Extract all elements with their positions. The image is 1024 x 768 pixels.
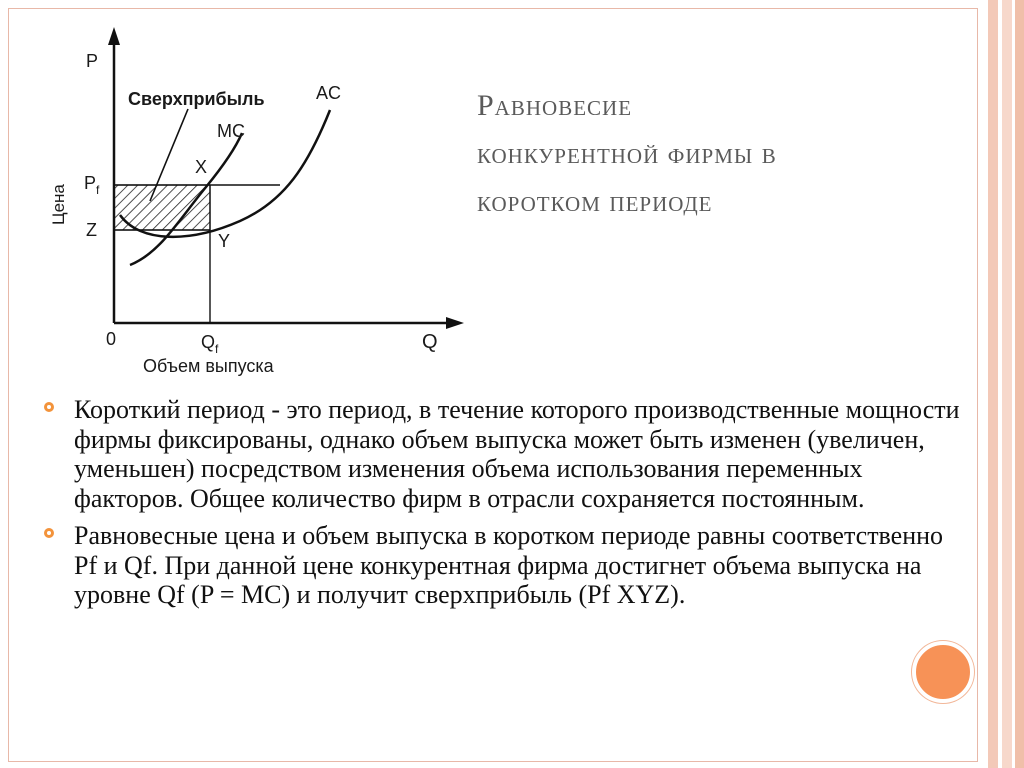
bullet-text: Короткий период - это период, в течение которого производственные мощности фирмы фиксированы, однако объем выпуска может быть изменен (увеличен, уменьшен) посредством изменения объема использования переменных факторов. Общее количество фирм в отрасли сохраняется постоянным. xyxy=(74,395,960,513)
profit-label: Сверхприбыль xyxy=(128,89,265,109)
x-axis-arrow xyxy=(446,317,464,329)
ac-label: AC xyxy=(316,83,342,103)
origin-label: 0 xyxy=(106,329,117,349)
bullet-item xyxy=(44,521,964,610)
decorative-orange-circle xyxy=(912,641,974,703)
z-label: Z xyxy=(86,220,97,240)
bullet-ring-icon xyxy=(44,528,54,538)
y-axis-letter: P xyxy=(86,51,99,71)
y-axis-label: Цена xyxy=(49,184,68,225)
point-y-label: Y xyxy=(218,231,231,251)
y-axis-arrow xyxy=(108,27,120,45)
bullet-ring-icon xyxy=(44,402,54,412)
title-line-1: Равновесие xyxy=(477,89,633,122)
x-axis-label: Объем выпуска xyxy=(143,356,274,376)
qf-label: $Q_f$ xyxy=(201,332,219,356)
pf-label: $P_f$ xyxy=(84,173,100,197)
bullet-item xyxy=(44,395,964,513)
title-line-3: коротком периоде xyxy=(477,185,713,218)
x-axis-letter: Q xyxy=(422,331,438,353)
title-line-2: конкурентной фирмы в xyxy=(477,137,777,170)
bullet-text: Равновесные цена и объем выпуска в коротком периоде равны соответственно Pf и Qf. При данной цене конкурентная фирма достигнет объема выпуска на уровне Qf (P = MC) и получит сверхприбыль (Pf XYZ). xyxy=(74,521,944,609)
slide-title xyxy=(477,82,947,226)
point-x-label: X xyxy=(195,157,208,177)
bullet-list xyxy=(44,395,964,618)
decorative-stripes xyxy=(984,0,1024,768)
pf-subscript: f xyxy=(96,183,100,197)
equilibrium-diagram xyxy=(40,15,480,385)
mc-label: MC xyxy=(217,121,245,141)
qf-subscript: f xyxy=(215,342,219,356)
